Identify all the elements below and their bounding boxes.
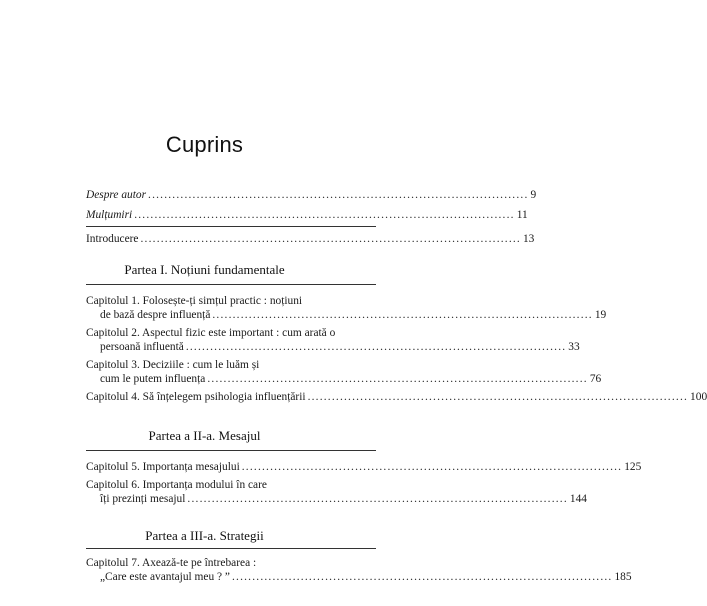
toc-page-number: 100 <box>690 391 707 403</box>
divider-part-3 <box>86 548 376 549</box>
toc-chapter-line[interactable] <box>86 460 642 474</box>
toc-entry-multumiri[interactable] <box>86 208 528 222</box>
part-heading-1: Partea I. Noțiuni fundamentale <box>124 262 285 277</box>
leader-dots: .............................................................................................. <box>187 493 568 505</box>
toc-entry-label[interactable]: Capitolul 1. Folosește-ți simțul practic : noțiuni <box>86 295 303 307</box>
toc-entry-label[interactable]: Capitolul 2. Aspectul fizic este important : cum arată o <box>86 327 336 339</box>
toc-chapter-line[interactable] <box>86 492 587 506</box>
leader-dots: .............................................................................................. <box>185 341 567 353</box>
toc-chapter-line <box>86 478 376 492</box>
toc-chapter-line <box>86 326 376 340</box>
toc-page-number: 125 <box>624 461 642 473</box>
toc-entry-despre-autor[interactable] <box>86 188 537 202</box>
toc-entry-label: Despre autor <box>86 189 147 201</box>
toc-entry-label: Mulțumiri <box>86 209 133 221</box>
part-2-chapters <box>86 460 642 510</box>
part-heading-3: Partea a III-a. Strategii <box>145 528 264 543</box>
toc-page-number: 11 <box>516 209 528 221</box>
leader-dots: .............................................................................................. <box>134 209 515 221</box>
toc-entry-label: cum le putem influența <box>100 373 206 385</box>
leader-dots: .............................................................................................. <box>140 233 521 245</box>
toc-entry-label[interactable]: Capitolul 6. Importanța modului în care <box>86 479 267 491</box>
toc-chapter-line[interactable] <box>86 340 580 354</box>
toc-chapter-line[interactable] <box>86 390 707 404</box>
part-heading-2: Partea a II-a. Mesajul <box>148 428 261 443</box>
leader-dots: .............................................................................................. <box>307 391 689 403</box>
toc-entry-label: persoană influentă <box>100 341 184 353</box>
leader-dots: .............................................................................................. <box>212 309 593 321</box>
toc-entry-introducere[interactable] <box>86 232 535 246</box>
toc-chapter-line <box>86 556 376 570</box>
toc-entry-label[interactable]: Capitolul 3. Deciziile : cum le luăm și <box>86 359 260 371</box>
leader-dots: .............................................................................................. <box>148 189 529 201</box>
leader-dots: .............................................................................................. <box>241 461 623 473</box>
divider-part-1 <box>86 284 376 285</box>
front-matter <box>86 188 537 248</box>
toc-chapter-line <box>86 358 376 372</box>
toc-page-number: 9 <box>530 189 537 201</box>
leader-dots: .............................................................................................. <box>231 571 613 583</box>
toc-page-number: 76 <box>589 373 602 385</box>
toc-page-number: 185 <box>614 571 632 583</box>
toc-chapter-line <box>86 294 376 308</box>
part-3-chapters <box>86 556 632 588</box>
toc-entry-label: Introducere <box>86 233 139 245</box>
page-title: Cuprins <box>165 132 244 157</box>
toc-page-number: 33 <box>568 341 580 353</box>
divider-part-2 <box>86 450 376 451</box>
part-1-chapters <box>86 294 707 403</box>
toc-entry-label: de bază despre influență <box>100 309 211 321</box>
toc-page-number: 13 <box>522 233 535 245</box>
toc-page-number: 19 <box>594 309 607 321</box>
toc-entry-label: Capitolul 4. Să înțelegem psihologia influențării <box>86 391 306 403</box>
toc-chapter-line[interactable] <box>86 570 632 584</box>
toc-entry-label[interactable]: Capitolul 7. Axează-te pe întrebarea : <box>86 557 257 569</box>
divider-top <box>86 226 376 227</box>
toc-entry-label: îți prezinți mesajul <box>100 493 186 505</box>
toc-page-number: 144 <box>569 493 587 505</box>
toc-entry-label: Capitolul 5. Importanța mesajului <box>86 461 240 473</box>
leader-dots: .............................................................................................. <box>207 373 588 385</box>
toc-entry-label: „Care este avantajul meu ? ” <box>100 571 230 583</box>
toc-chapter-line[interactable] <box>86 308 607 322</box>
toc-chapter-line[interactable] <box>86 372 602 386</box>
